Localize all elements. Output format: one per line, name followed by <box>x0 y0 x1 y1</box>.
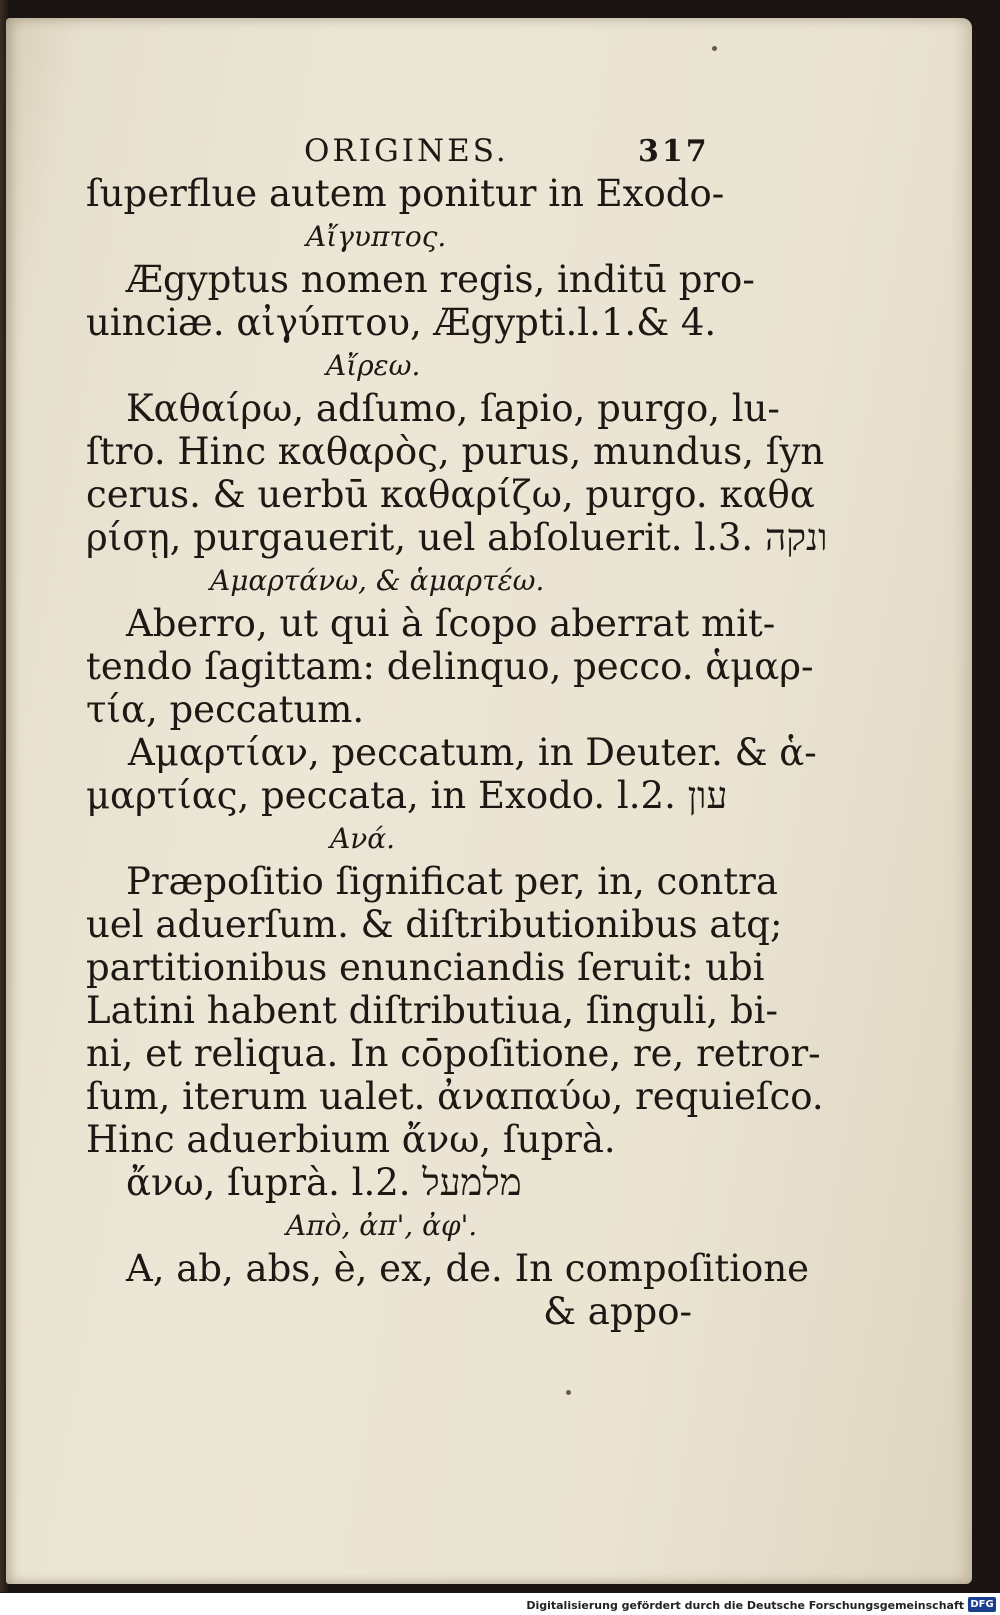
text-line: τία, peccatum. <box>86 688 365 731</box>
page-text <box>86 126 828 1333</box>
text-line: Καθαίρω, adſumo, ſapio, purgo, lu- <box>126 387 780 430</box>
text-line: ρίσῃ, purgauerit, uel abſoluerit. l.3. ונקה <box>86 516 828 559</box>
paper-spot <box>566 1390 571 1395</box>
paper-spot <box>712 46 717 51</box>
page-number: 317 <box>638 134 710 169</box>
dfg-credit: Digitalisierung gefördert durch die Deutsche Forschungsgemeinschaft <box>526 1599 964 1612</box>
text-line: ſtro. Hinc καθαρὸς, purus, mundus, ſyn <box>86 430 825 473</box>
text-line: partitionibus enunciandis ſeruit: ubi <box>86 946 765 989</box>
dfg-logo: DFG <box>968 1597 996 1612</box>
text-line: Latini habent diſtributiua, ſinguli, bi- <box>86 989 778 1032</box>
entry-heading: Ανά. <box>330 822 396 855</box>
text-line: Αμαρτίαν, peccatum, in Deuter. & ἁ- <box>128 731 817 774</box>
text-line: uinciæ. αἰγύπτου, Ægypti.l.1.& 4. <box>86 301 717 344</box>
running-head <box>86 126 710 172</box>
text-line: ſum, iterum ualet. ἀναπαύω, requieſco. <box>86 1075 824 1118</box>
text-line: uel aduerſum. & diſtributionibus atq; <box>86 903 783 946</box>
entry-heading: Αἴγυπτος. <box>306 220 447 253</box>
text-line: ἄνω, ſuprà. l.2. מלמעל <box>126 1161 522 1204</box>
entry-heading: Αἴρεω. <box>326 349 421 382</box>
catchword: & appo- <box>543 1290 692 1333</box>
entry-heading: Αμαρτάνω, & ἁμαρτέω. <box>210 564 545 597</box>
text-line: A, ab, abs, è, ex, de. In compoſitione <box>126 1247 810 1290</box>
text-line: Aberro, ut qui à ſcopo aberrat mit- <box>126 602 776 645</box>
running-title: ORIGINES. <box>304 133 509 169</box>
digitization-footer <box>0 1593 1000 1615</box>
text-line: cerus. & uerbū καθαρίζω, purgo. καθα <box>86 473 815 516</box>
text-line: Ægyptus nomen regis, inditū pro- <box>126 258 755 301</box>
text-line: Hinc aduerbium ἄνω, ſuprà. <box>86 1118 616 1161</box>
entry-heading: Απὸ, ἀπ', ἀφ'. <box>286 1209 478 1242</box>
book-page <box>6 18 972 1584</box>
text-line: μαρτίας, peccata, in Exodo. l.2. עון <box>86 774 728 817</box>
text-line: Præpoſitio ſignificat per, in, contra <box>126 860 778 903</box>
text-line: ſuperflue autem ponitur in Exodo- <box>86 172 725 215</box>
text-line: tendo ſagittam: delinquo, pecco. ἁμαρ- <box>86 645 814 688</box>
text-line: ni, et reliqua. In cōpoſitione, re, retror- <box>86 1032 821 1075</box>
